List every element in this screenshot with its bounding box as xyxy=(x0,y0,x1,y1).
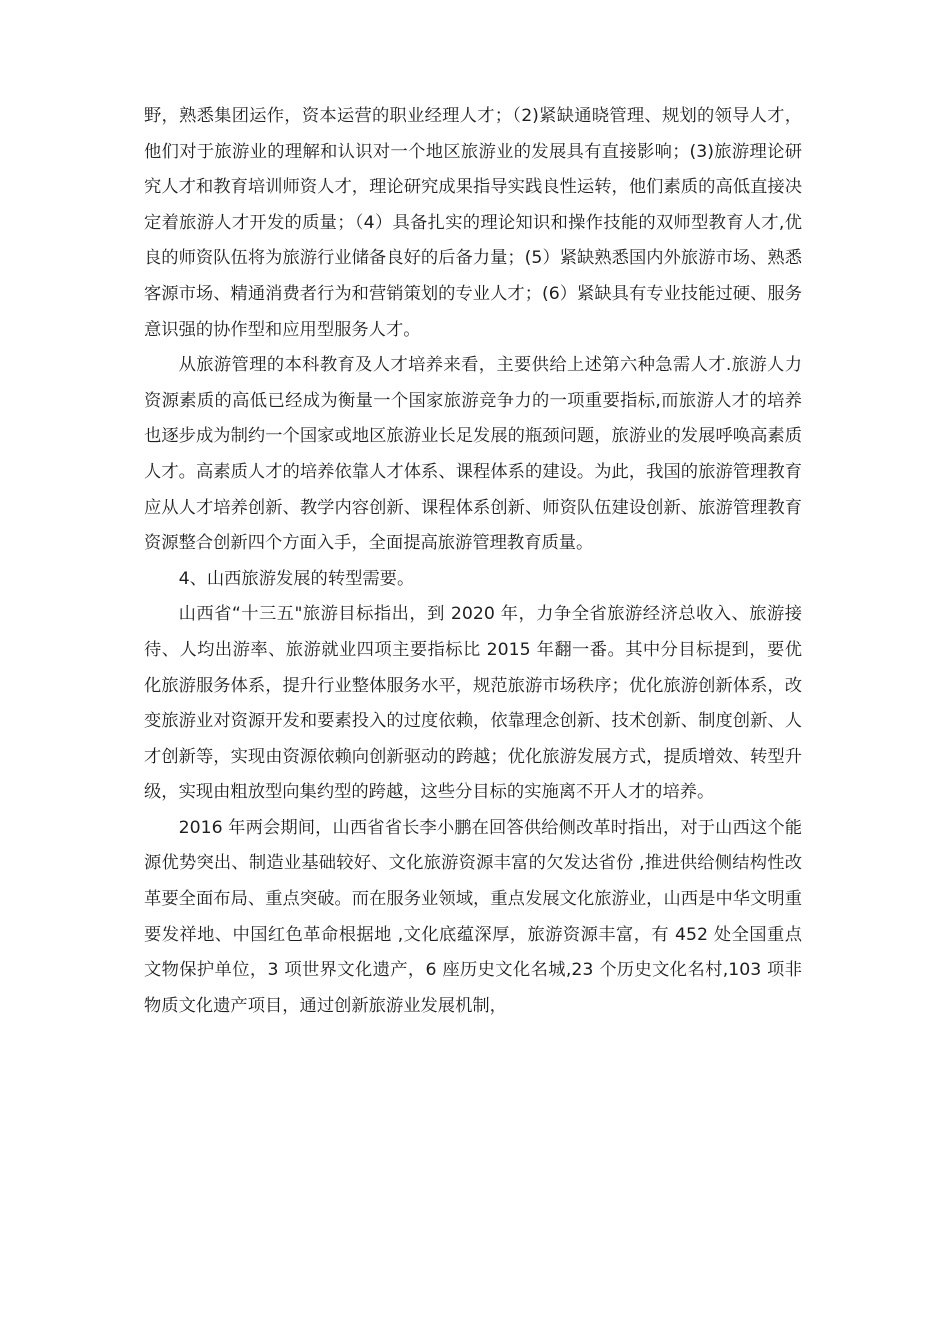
section-heading: 4、山西旅游发展的转型需要。 xyxy=(178,568,415,589)
paragraph-3: 山西省“十三五"旅游目标指出，到 2020 年，力争全省旅游经济总收入、旅游接待、人均出游率、旅游就业四项主要指标比 2015 年翻一番。其中分目标提到，要优化旅游服务体系，提升行业整体服务水平，规范旅游市场秩序；优化旅游创新体系，改变旅游业对资源开发和要素投入的过度依赖，依靠理念创新、技术创新、制度创新、人才创新等，实现由资源依赖向创新驱动的跨越；优化旅游发展方式，提质增效、转型升级，实现由粗放型向集约型的跨越，这些分目标的实施离不开人才的培养。 xyxy=(144,604,802,803)
paragraph-4: 2016 年两会期间，山西省省长李小鹏在回答供给侧改革时指出，对于山西这个能源优势突出、制造业基础较好、文化旅游资源丰富的欠发达省份 ,推进供给侧结构性改革要全面布局、重点突破。而在服务业领域，重点发展文化旅游业，山西是中华文明重要发祥地、中国红色革命根据地 ,文化底蕴深厚，旅游资源丰富，有 452 处全国重点文物保护单位，3 项世界文化遗产，6 座历史文化名城,23 个历史文化名村,103 项非物质文化遗产项目，通过创新旅游业发展机制， xyxy=(144,817,802,1016)
paragraph-2: 从旅游管理的本科教育及人才培养来看，主要供给上述第六种急需人才.旅游人力资源素质的高低已经成为衡量一个国家旅游竞争力的一项重要指标,而旅游人才的培养也逐步成为制约一个国家或地区旅游业长足发展的瓶颈问题，旅游业的发展呼唤高素质人才。高素质人才的培养依靠人才体系、课程体系的建设。为此，我国的旅游管理教育应从人才培养创新、教学内容创新、课程体系创新、师资队伍建设创新、旅游管理教育资源整合创新四个方面入手，全面提高旅游管理教育质量。 xyxy=(144,355,802,554)
document-body xyxy=(144,99,802,1024)
paragraph-1: 野，熟悉集团运作，资本运营的职业经理人才；（2)紧缺通晓管理、规划的领导人才，他们对于旅游业的理解和认识对一个地区旅游业的发展具有直接影响；(3)旅游理论研究人才和教育培训师资人才，理论研究成果指导实践良性运转，他们素质的高低直接决定着旅游人才开发的质量；（4）具备扎实的理论知识和操作技能的双师型教育人才,优良的师资队伍将为旅游行业储备良好的后备力量；(5）紧缺熟悉国内外旅游市场、熟悉客源市场、精通消费者行为和营销策划的专业人才；(6）紧缺具有专业技能过硬、服务意识强的协作型和应用型服务人才。 xyxy=(144,106,802,340)
